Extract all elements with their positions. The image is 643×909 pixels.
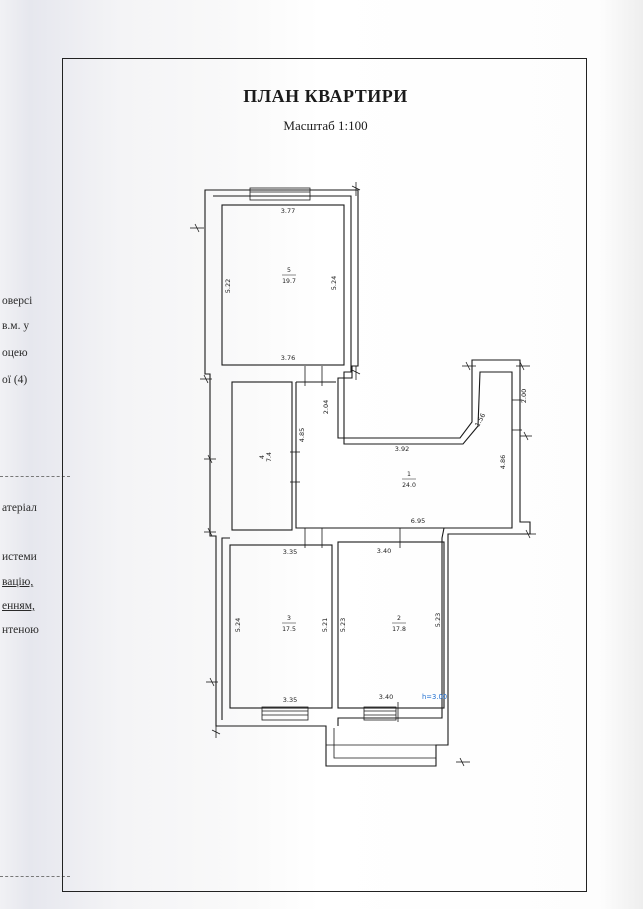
plan-scale: Масштаб 1:100 — [283, 118, 368, 133]
dimension-label: 3.40 — [376, 547, 392, 555]
ceiling-height-note: h=3.00 — [422, 693, 448, 701]
margin-text-fragment: истеми — [2, 551, 37, 563]
room-label-5 — [282, 267, 296, 285]
room-area: 17.5 — [282, 626, 296, 633]
room-number: 2 — [397, 615, 401, 622]
dimension-label: 5.23 — [434, 612, 442, 628]
plan-walls — [205, 190, 530, 766]
axis-ticks — [190, 182, 536, 766]
margin-text-fragment: вацію, — [2, 576, 34, 588]
dimension-label: 4.86 — [499, 454, 507, 470]
dimension-label: 4.85 — [298, 427, 306, 443]
room-number: 4 — [259, 455, 266, 459]
dimension-label: 5.24 — [234, 617, 242, 633]
dimension-label: 5.24 — [330, 275, 338, 291]
plan-title: ПЛАН КВАРТИРИ — [243, 86, 408, 106]
room-number: 1 — [407, 471, 411, 478]
dimension-label: 5.21 — [321, 617, 329, 633]
room-number: 5 — [287, 267, 291, 274]
dimension-label: 3.40 — [378, 693, 394, 701]
dimension-label: 5.23 — [339, 617, 347, 633]
margin-text-fragment: нтеною — [2, 624, 39, 636]
margin-text-fragment: ої (4) — [2, 374, 28, 386]
margin-text-fragment: оверсі — [2, 295, 33, 307]
dimension-label: 3.35 — [282, 696, 298, 704]
room-area: 7.4 — [266, 452, 273, 462]
margin-text-fragment: атеріал — [2, 502, 37, 514]
dimension-label: 1.56 — [473, 411, 488, 429]
room-number: 3 — [287, 615, 291, 622]
dimension-label: 3.92 — [394, 445, 410, 453]
room-label-1 — [402, 471, 416, 489]
room-label-3 — [282, 615, 296, 633]
room-area: 19.7 — [282, 278, 296, 285]
dimension-label: 2.00 — [520, 388, 528, 404]
dimension-label: 6.95 — [410, 517, 426, 525]
dimension-label: 5.22 — [224, 278, 232, 294]
margin-text-fragment: в.м. у — [2, 320, 30, 332]
margin-text-fragment: оцею — [2, 347, 28, 359]
dimension-label: 3.77 — [280, 207, 296, 215]
room-label-2 — [392, 615, 406, 633]
dimension-label: 2.04 — [322, 399, 330, 415]
room-area: 17.8 — [392, 626, 406, 633]
room-label-4 — [259, 452, 273, 462]
dimension-label: 3.76 — [280, 354, 296, 362]
dimension-label: 3.35 — [282, 548, 298, 556]
room-area: 24.0 — [402, 482, 416, 489]
margin-text-fragment: енням, — [2, 600, 35, 612]
